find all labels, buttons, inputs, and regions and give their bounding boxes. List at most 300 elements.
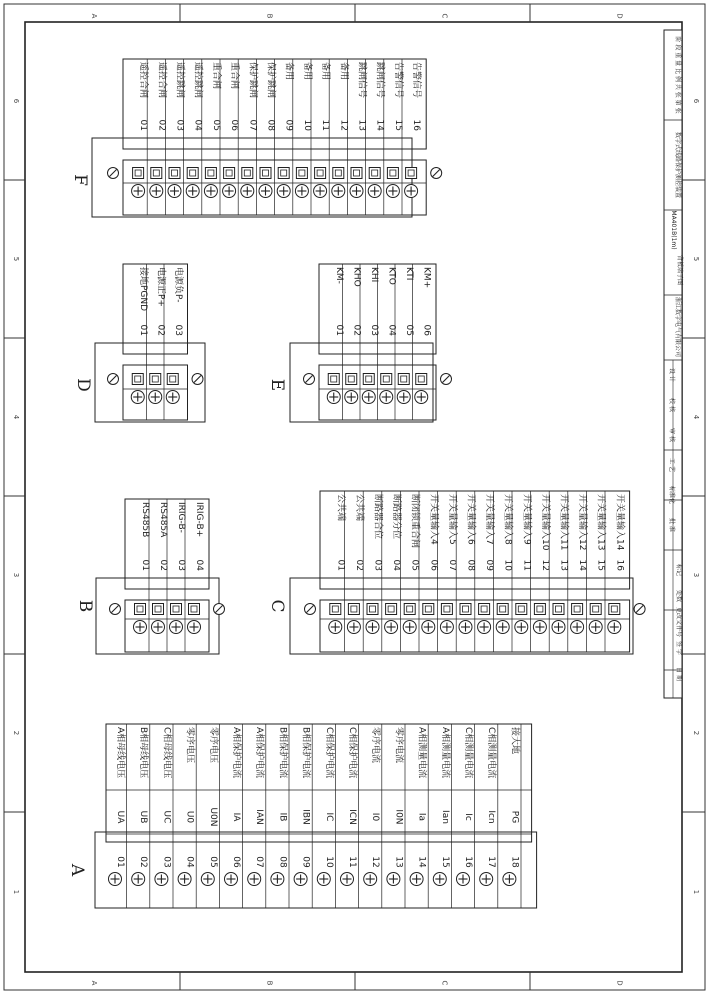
screw-icon: [134, 621, 147, 634]
clamp-square-icon: [187, 168, 198, 179]
zone-label-top: D: [615, 13, 624, 19]
terminal-number: 11: [320, 119, 331, 131]
clamp-square-icon: [224, 168, 235, 179]
clamp-square-icon: [404, 604, 415, 615]
terminal-number: 03: [161, 856, 172, 868]
terminal-desc: 跳闸信号: [356, 62, 367, 99]
terminal-number: 13: [393, 856, 404, 868]
terminal-desc: 零序电压: [207, 727, 218, 764]
screw-icon: [248, 873, 261, 886]
clamp-square-icon: [169, 168, 180, 179]
terminal-number: 12: [370, 856, 381, 868]
terminal-number: 08: [265, 119, 276, 131]
screw-icon: [345, 391, 358, 404]
screw-icon: [397, 391, 410, 404]
terminal-desc: 开关量输入14: [614, 494, 625, 551]
terminal-number: 18: [509, 856, 520, 868]
terminal-desc: A相保护电流: [254, 727, 265, 779]
zone-label-right: 5: [692, 256, 700, 262]
screw-icon: [225, 873, 238, 886]
title-block: [664, 30, 684, 698]
screw-icon: [152, 621, 165, 634]
end-screw-icon: [441, 374, 452, 385]
terminal-desc: KTI: [403, 267, 414, 281]
clamp-square-icon: [346, 374, 357, 385]
zone-label-top: C: [440, 13, 449, 19]
screw-icon: [329, 621, 342, 634]
terminal-number: 03: [368, 324, 379, 336]
terminal-desc: RS485A: [158, 502, 168, 538]
clamp-square-icon: [479, 604, 490, 615]
terminal-desc: 遥控跳闸: [174, 62, 185, 99]
terminal-desc: KHI: [368, 267, 379, 283]
block-label: A: [67, 863, 87, 877]
clamp-square-icon: [534, 604, 545, 615]
terminal-desc: 跳闸信号: [374, 62, 385, 99]
terminal-desc: C相测量电流: [463, 727, 473, 779]
clamp-square-icon: [367, 604, 378, 615]
screw-icon: [380, 391, 393, 404]
screw-icon: [178, 873, 191, 886]
terminal-number: 04: [386, 324, 397, 336]
screw-icon: [132, 873, 145, 886]
terminal-code: PG: [509, 810, 520, 824]
terminal-number: 05: [409, 559, 420, 571]
screw-icon: [571, 621, 584, 634]
clamp-square-icon: [460, 604, 471, 615]
terminal-number: 10: [301, 119, 312, 131]
title-role-label: 设 计: [668, 368, 675, 382]
screw-icon: [201, 873, 214, 886]
clamp-square-icon: [153, 604, 164, 615]
terminal-desc: KTO: [386, 267, 397, 285]
end-screw-icon: [634, 604, 645, 615]
end-screw-icon: [110, 604, 121, 615]
end-screw-icon: [192, 374, 203, 385]
terminal-number: 04: [391, 559, 402, 571]
terminal-desc: 公共端: [335, 494, 346, 522]
title-code: MA401B(1m): [670, 210, 677, 250]
terminal-number: 16: [614, 559, 625, 571]
zone-label-top: A: [90, 13, 98, 19]
clamp-square-icon: [278, 168, 289, 179]
terminal-number: 16: [411, 119, 422, 131]
terminal-number: 15: [439, 856, 450, 868]
end-screw-icon: [108, 168, 119, 179]
clamp-square-icon: [171, 604, 182, 615]
clamp-square-icon: [363, 374, 374, 385]
terminal-desc: C相母线电压: [161, 727, 172, 779]
zone-label-right: 1: [692, 889, 700, 895]
end-screw-icon: [305, 604, 316, 615]
terminal-desc: IRIG-B+: [194, 502, 204, 538]
clamp-square-icon: [205, 168, 216, 179]
terminal-code: Icn: [486, 810, 497, 824]
screw-icon: [415, 391, 428, 404]
terminal-code: IBN: [300, 809, 311, 825]
terminal-number: 03: [176, 559, 186, 571]
zone-label-right: 2: [692, 730, 700, 736]
terminal-number: 03: [174, 119, 185, 131]
clamp-square-icon: [516, 604, 527, 615]
terminal-code: IB: [277, 812, 288, 822]
terminal-number: 04: [192, 119, 203, 131]
terminal-desc: 告警信号: [411, 62, 422, 99]
terminal-number: 10: [323, 856, 334, 868]
terminal-number: 01: [335, 559, 346, 571]
terminal-number: 02: [158, 559, 168, 571]
clamp-square-icon: [369, 168, 380, 179]
title-rev-label: 标记: [675, 563, 682, 577]
terminal-desc: 断路器合位: [372, 494, 383, 540]
screw-icon: [496, 621, 509, 634]
terminal-desc: 备用: [338, 62, 349, 81]
screw-icon: [186, 185, 199, 198]
terminal-desc: 零序电压: [184, 727, 195, 764]
screw-icon: [332, 185, 345, 198]
clamp-square-icon: [441, 604, 452, 615]
terminal-blocks: [67, 59, 645, 908]
terminal-number: 06: [421, 324, 432, 336]
terminal-number: 01: [140, 559, 150, 571]
title-rev-label: 处数: [675, 589, 682, 603]
end-screw-icon: [431, 168, 442, 179]
terminal-desc: C相保护电流: [347, 727, 357, 779]
title-rev-label: 更改文件号: [675, 606, 682, 638]
screw-icon: [387, 873, 400, 886]
terminal-number: 01: [115, 856, 125, 868]
screw-icon: [362, 391, 375, 404]
screw-icon: [422, 621, 435, 634]
terminal-code: IA: [231, 812, 241, 822]
screw-icon: [109, 873, 122, 886]
terminal-desc: B相母线电压: [138, 727, 149, 779]
terminal-desc: 开关量输入13: [595, 494, 606, 551]
terminal-code: IC: [323, 812, 334, 822]
terminal-number: 06: [231, 856, 241, 868]
clamp-square-icon: [609, 604, 620, 615]
terminal-number: 08: [465, 559, 476, 571]
terminal-desc: 开关量输入8: [502, 494, 513, 545]
screw-icon: [314, 185, 327, 198]
terminal-number: 10: [502, 559, 513, 571]
zone-label-left: 3: [12, 572, 20, 578]
terminal-desc: A相母线电压: [115, 727, 125, 779]
clamp-square-icon: [387, 168, 398, 179]
terminal-number: 01: [333, 324, 344, 336]
zone-label-bottom: D: [615, 980, 624, 986]
terminal-number: 06: [229, 119, 240, 131]
screw-icon: [347, 621, 360, 634]
screw-icon: [405, 185, 418, 198]
terminal-desc: 重合闸: [229, 62, 240, 90]
screw-icon: [277, 185, 290, 198]
screw-icon: [204, 185, 217, 198]
clamp-square-icon: [406, 168, 417, 179]
terminal-number: 09: [484, 559, 495, 571]
title-drawing: 背板端子图: [676, 254, 683, 286]
clamp-square-icon: [150, 374, 161, 385]
terminal-desc: 备用: [320, 62, 331, 81]
terminal-block-b: [75, 499, 225, 654]
clamp-square-icon: [398, 374, 409, 385]
screw-icon: [386, 185, 399, 198]
terminal-block-f: [70, 59, 442, 217]
screw-icon: [150, 185, 163, 198]
terminal-desc: IRIG-B-: [176, 502, 186, 533]
end-screw-icon: [108, 374, 119, 385]
terminal-number: 11: [347, 856, 357, 868]
clamp-square-icon: [423, 604, 434, 615]
terminal-desc: 保护跳闸: [247, 62, 258, 99]
terminal-number: 07: [247, 119, 258, 132]
zone-label-left: 2: [12, 730, 20, 736]
terminal-desc: 电源正P+: [155, 267, 166, 307]
terminal-number: 08: [277, 856, 288, 868]
terminal-number: 14: [416, 856, 427, 868]
terminal-code: Ia: [416, 812, 427, 822]
title-misc-labels: 阶 段 重 量 比 例 共 张 第 张: [674, 36, 681, 114]
terminal-code: UB: [138, 810, 149, 824]
terminal-desc: 开关量输入9: [521, 494, 532, 545]
clamp-square-icon: [572, 604, 583, 615]
screw-icon: [341, 873, 354, 886]
clamp-square-icon: [242, 168, 253, 179]
screw-icon: [223, 185, 236, 198]
terminal-block-d: [73, 264, 205, 422]
screw-icon: [170, 621, 183, 634]
screw-icon: [457, 873, 470, 886]
block-label: E: [267, 378, 287, 392]
block-label: F: [70, 174, 90, 186]
title-rev-label: 签 字: [675, 641, 682, 655]
block-label: D: [73, 378, 93, 392]
screw-icon: [366, 621, 379, 634]
end-screw-icon: [304, 374, 315, 385]
clamp-square-icon: [590, 604, 601, 615]
terminal-desc: 遥控跳闸: [192, 62, 203, 99]
screw-icon: [515, 621, 528, 634]
terminal-number: 16: [463, 856, 473, 868]
screw-icon: [403, 621, 416, 634]
clamp-square-icon: [328, 374, 339, 385]
terminal-number: 02: [353, 559, 364, 571]
screw-icon: [294, 873, 307, 886]
terminal-desc: KM+: [421, 267, 432, 289]
terminal-desc: 告警信号: [392, 62, 403, 99]
terminal-number: 04: [194, 559, 204, 571]
terminal-number: 14: [374, 119, 385, 131]
terminal-desc: 保护跳闸: [265, 62, 276, 99]
clamp-square-icon: [333, 168, 344, 179]
terminal-code: I0: [370, 812, 381, 822]
zone-label-left: 6: [12, 98, 20, 104]
terminal-block-a: [67, 724, 537, 908]
terminal-desc: 开关量输入6: [465, 494, 476, 545]
end-screw-icon: [214, 604, 225, 615]
terminal-desc: 断闭锁重合闸: [409, 494, 420, 549]
screw-icon: [503, 873, 516, 886]
screw-icon: [440, 621, 453, 634]
terminal-number: 09: [283, 119, 294, 131]
zone-label-top: B: [265, 13, 274, 19]
terminal-code: U0N: [207, 807, 218, 827]
terminal-desc: A相保护电流: [231, 727, 241, 779]
clamp-square-icon: [135, 604, 146, 615]
terminal-number: 07: [254, 856, 265, 868]
title-role-label: 标准化: [668, 485, 675, 505]
clamp-square-icon: [416, 374, 427, 385]
zone-label-right: 4: [692, 414, 700, 420]
terminal-number: 02: [351, 324, 362, 336]
terminal-desc: 备用: [283, 62, 294, 81]
screw-icon: [478, 621, 491, 634]
screw-icon: [132, 185, 145, 198]
clamp-square-icon: [189, 604, 200, 615]
terminal-desc: 重合闸: [210, 62, 221, 90]
terminal-number: 05: [207, 856, 218, 868]
clamp-square-icon: [381, 374, 392, 385]
terminal-number: 02: [138, 856, 149, 868]
terminal-code: ICN: [347, 809, 357, 825]
screw-icon: [131, 391, 144, 404]
screw-icon: [368, 185, 381, 198]
terminal-desc: A相测量电流: [416, 727, 427, 779]
terminal-desc: 接地PGND: [137, 267, 148, 312]
terminal-number: 04: [184, 856, 195, 868]
screw-icon: [317, 873, 330, 886]
clamp-square-icon: [132, 374, 143, 385]
clamp-square-icon: [133, 168, 144, 179]
terminal-desc: 开关量输入4: [428, 494, 439, 545]
terminal-desc: 零序电流: [370, 727, 381, 764]
clamp-square-icon: [351, 168, 362, 179]
terminal-number: 14: [577, 559, 588, 571]
title-rev-label: 日 期: [675, 667, 682, 681]
terminal-number: 03: [172, 324, 183, 336]
screw-icon: [168, 185, 181, 198]
terminal-block-e: [267, 264, 452, 422]
screw-icon: [410, 873, 423, 886]
zone-label-right: 6: [692, 98, 700, 104]
terminal-code: I0N: [393, 809, 404, 825]
terminal-desc: A相测量电流: [439, 727, 450, 779]
terminal-code: Ian: [439, 810, 450, 824]
terminal-desc: 开关量输入10: [539, 494, 550, 551]
clamp-square-icon: [348, 604, 359, 615]
terminal-desc: 开关量输入12: [577, 494, 588, 551]
screw-icon: [385, 621, 398, 634]
terminal-code: IAN: [254, 809, 265, 825]
terminal-strip: [95, 832, 537, 908]
screw-icon: [552, 621, 565, 634]
clamp-square-icon: [315, 168, 326, 179]
terminal-code: UA: [115, 810, 125, 824]
screw-icon: [149, 391, 162, 404]
screw-icon: [533, 621, 546, 634]
screw-icon: [166, 391, 179, 404]
title-company: 浙江数字电气有限公司: [674, 296, 681, 358]
terminal-number: 15: [595, 559, 606, 571]
screw-icon: [350, 185, 363, 198]
terminal-number: 01: [137, 324, 148, 336]
screw-icon: [364, 873, 377, 886]
screw-icon: [433, 873, 446, 886]
terminal-number: 01: [138, 119, 149, 131]
terminal-number: 12: [539, 559, 550, 571]
terminal-desc: RS485B: [140, 502, 150, 538]
block-label: B: [75, 599, 95, 613]
zone-label-left: 1: [12, 889, 20, 895]
terminal-desc: 开关量输入11: [558, 494, 569, 551]
terminal-desc: 零序电流: [393, 727, 404, 764]
terminal-desc: 接大地: [509, 727, 520, 755]
terminal-number: 07: [446, 559, 457, 571]
clamp-square-icon: [167, 374, 178, 385]
terminal-desc: 遥控合闸: [138, 62, 149, 99]
zone-label-bottom: B: [265, 980, 274, 986]
terminal-code: U0: [184, 810, 195, 824]
terminal-number: 17: [486, 856, 497, 868]
terminal-number: 15: [392, 119, 403, 131]
clamp-square-icon: [330, 604, 341, 615]
title-role-label: 审 核: [668, 428, 675, 442]
terminal-number: 02: [155, 324, 166, 336]
terminal-desc: B相保护电流: [277, 727, 288, 779]
screw-icon: [608, 621, 621, 634]
terminal-code: Ic: [463, 813, 473, 821]
terminal-desc: 断路器分位: [391, 494, 402, 540]
terminal-desc: 公共端: [353, 494, 364, 522]
screw-icon: [259, 185, 272, 198]
terminal-desc: 备用: [301, 62, 312, 81]
terminal-block-c: [267, 491, 645, 654]
terminal-number: 11: [521, 559, 532, 571]
title-role-label: 批 准: [668, 518, 675, 532]
terminal-desc: 开关量输入5: [446, 494, 457, 545]
terminal-number: 05: [403, 324, 414, 336]
terminal-number: 13: [356, 119, 367, 131]
screw-icon: [459, 621, 472, 634]
zone-label-left: 5: [12, 256, 20, 262]
screw-icon: [327, 391, 340, 404]
clamp-square-icon: [260, 168, 271, 179]
terminal-number: 05: [210, 119, 221, 131]
title-product: 数字式线路保护测控装置: [674, 131, 681, 199]
terminal-code: UC: [161, 810, 172, 824]
zone-label-left: 4: [12, 414, 20, 420]
terminal-number: 06: [428, 559, 439, 571]
screw-icon: [241, 185, 254, 198]
title-role-label: 校 核: [668, 398, 675, 412]
clamp-square-icon: [497, 604, 508, 615]
title-role-label: 工 艺: [668, 458, 675, 472]
terminal-desc: KHO: [351, 267, 362, 287]
terminal-desc: 电源负P-: [172, 267, 183, 303]
terminal-desc: B相保护电流: [300, 727, 311, 779]
zone-label-right: 3: [692, 572, 700, 578]
terminal-desc: C相保护电流: [323, 727, 334, 779]
terminal-desc: 遥控合闸: [156, 62, 167, 99]
terminal-desc: KM-: [333, 267, 344, 284]
terminal-number: 13: [558, 559, 569, 571]
clamp-square-icon: [553, 604, 564, 615]
clamp-square-icon: [296, 168, 307, 179]
terminal-number: 03: [372, 559, 383, 571]
screw-icon: [155, 873, 168, 886]
terminal-number: 12: [338, 119, 349, 131]
clamp-square-icon: [386, 604, 397, 615]
